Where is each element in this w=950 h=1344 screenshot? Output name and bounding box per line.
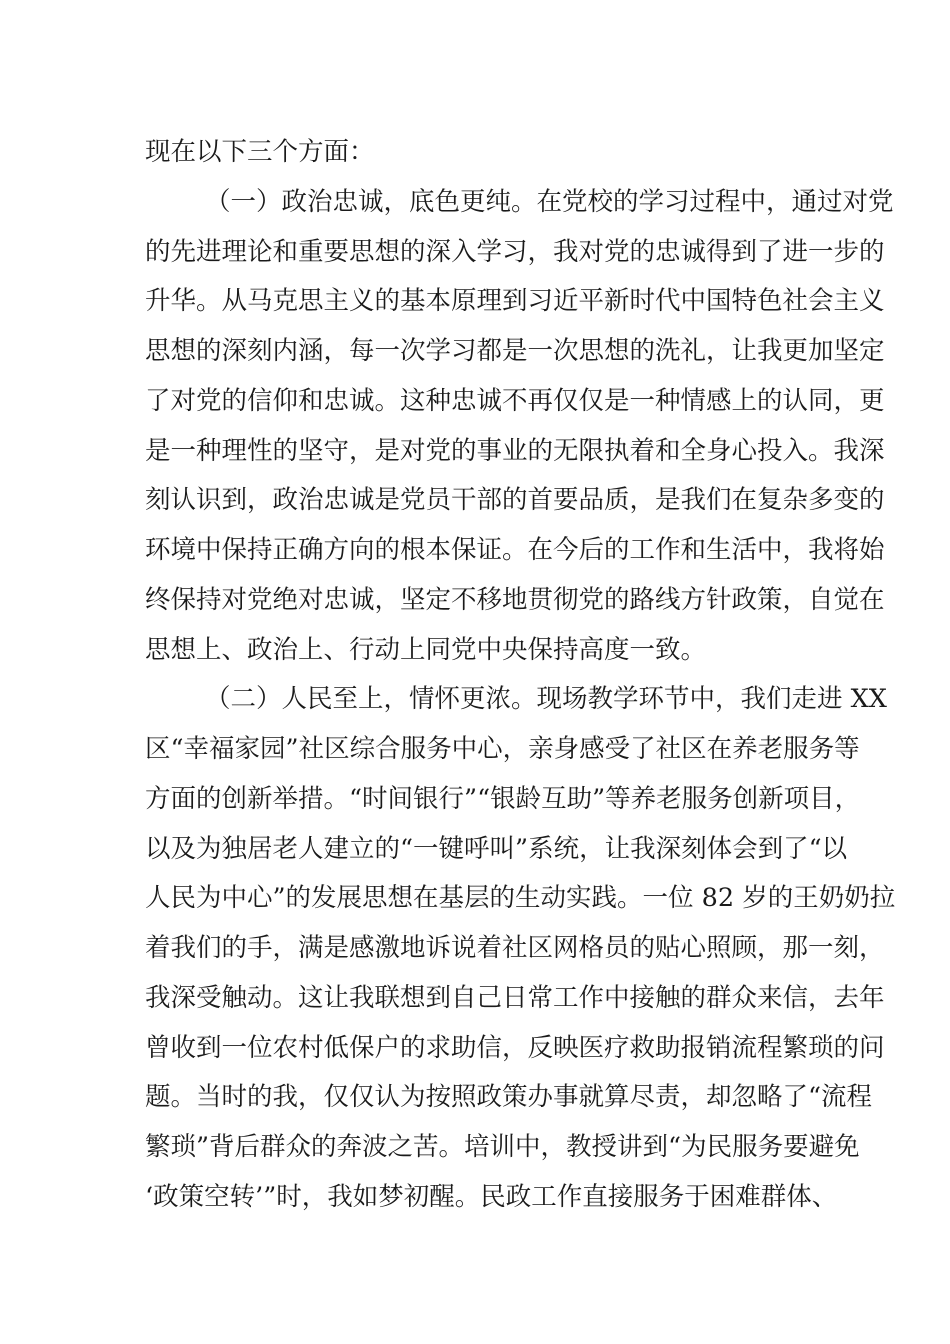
paragraph-political-loyalty <box>145 184 894 682</box>
text-line: 方面的创新举措。“时间银行”“银龄互助”等养老服务创新项目， <box>145 783 861 814</box>
text-line: 区“幸福家园”社区综合服务中心，亲身感受了社区在养老服务等 <box>145 734 860 764</box>
document-page <box>145 134 896 1229</box>
text-line: 着我们的手，满是感激地诉说着社区网格员的贴心照顾，那一刻， <box>145 933 885 963</box>
text-line: 题。当时的我，仅仅认为按照政策办事就算尽责，却忽略了“流程 <box>145 1082 873 1113</box>
text-line: 是一种理性的坚守，是对党的事业的无限执着和全身心投入。我深 <box>145 435 885 466</box>
text-line: 环境中保持正确方向的根本保证。在今后的工作和生活中，我将始 <box>145 535 885 565</box>
text-line: 升华。从马克思主义的基本原理到习近平新时代中国特色社会主义 <box>145 286 885 317</box>
text-line: ‘政策空转’”时，我如梦初醒。民政工作直接服务于困难群体、 <box>145 1181 838 1212</box>
paragraph-people-first <box>145 681 896 1228</box>
text-line: 人民为中心”的发展思想在基层的生动实践。一位 82 岁的王奶奶拉 <box>145 883 896 914</box>
text-line: 我深受触动。这让我联想到自己日常工作中接触的群众来信，去年 <box>145 982 885 1013</box>
text-line: 终保持对党绝对忠诚，坚定不移地贯彻党的路线方针政策，自觉在 <box>145 584 885 615</box>
text-line: 思想的深刻内涵，每一次学习都是一次思想的洗礼，让我更加坚定 <box>145 336 885 366</box>
text-line: 刻认识到，政治忠诚是党员干部的首要品质，是我们在复杂多变的 <box>145 485 885 516</box>
text-line: （二）人民至上，情怀更浓。现场教学环节中，我们走进 XX <box>205 684 887 715</box>
text-line: 了对党的信仰和忠诚。这种忠诚不再仅仅是一种情感上的认同，更 <box>145 385 885 416</box>
text-line: （一）政治忠诚，底色更纯。在党校的学习过程中，通过对党 <box>205 186 894 217</box>
text-line: 繁琐”背后群众的奔波之苦。培训中，教授讲到“为民服务要避免 <box>145 1132 860 1162</box>
intro-line: 现在以下三个方面： <box>145 137 375 167</box>
text-line: 的先进理论和重要思想的深入学习，我对党的忠诚得到了进一步的 <box>145 236 885 267</box>
text-line: 以及为独居老人建立的“一键呼叫”系统，让我深刻体会到了“以 <box>145 833 848 864</box>
text-line: 曾收到一位农村低保户的求助信，反映医疗救助报销流程繁琐的问 <box>145 1032 885 1063</box>
text-line: 思想上、政治上、行动上同党中央保持高度一致。 <box>145 634 707 665</box>
